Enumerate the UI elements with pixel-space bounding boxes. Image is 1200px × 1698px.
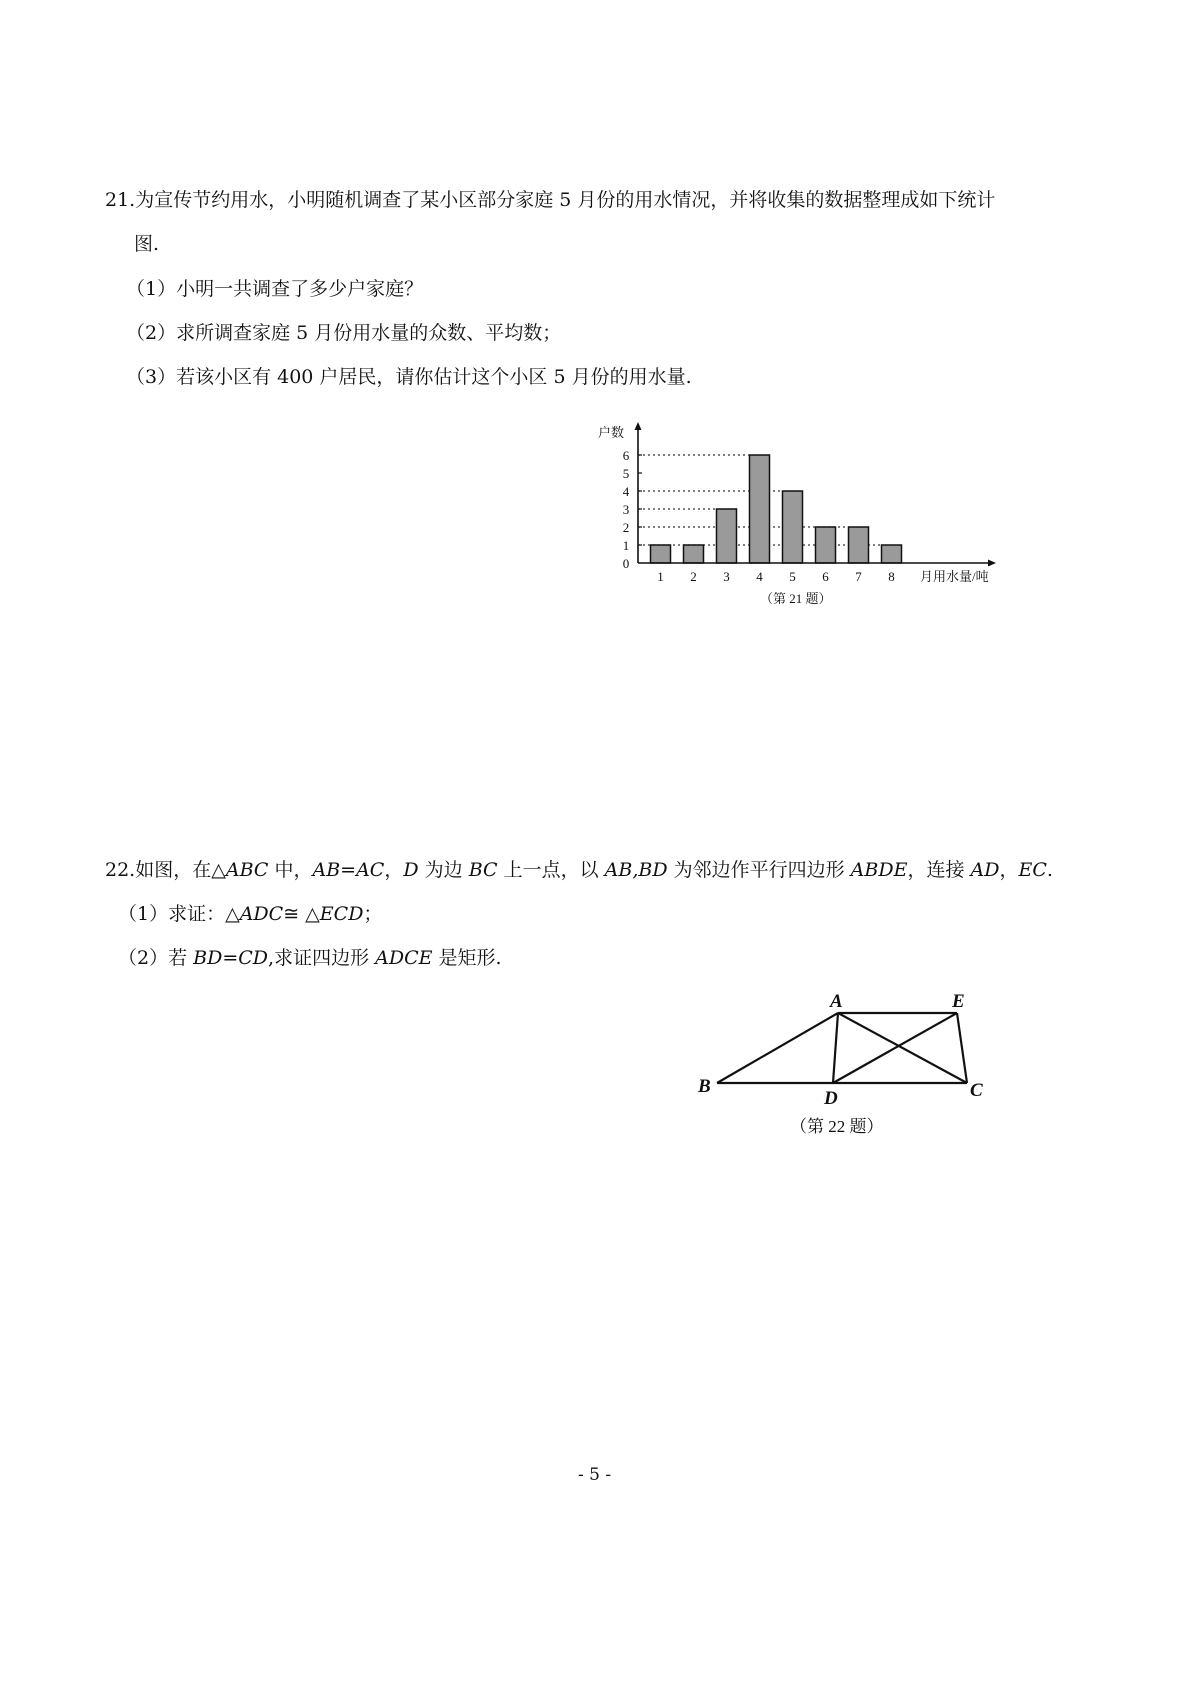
q21-bar-chart [590,418,1010,618]
q22-stem-part: AB,BD [604,859,668,881]
q22-part2-text: BD=CD [193,947,269,969]
q22-stem-part: 为邻边作平行四边形 [667,859,851,881]
q22-part1-text: ； [363,903,383,925]
chart-caption: （第 21 题） [760,591,832,606]
q21-stem-line1: 21.为宣传节约用水，小明随机调查了某小区部分家庭 5 月份的用水情况，并将收集的数据整理成如下统计 [105,189,996,211]
y-tick-label: 4 [622,484,630,499]
point-label-B: B [698,1076,711,1097]
bar-8 [882,545,902,563]
q22-part1-text: ECD [319,903,364,925]
segment-AD [833,1013,838,1083]
q22-stem-part: BC [468,859,498,881]
x-tick-label: 8 [888,569,895,584]
q22-stem-part: ABDE [850,859,908,881]
q22-stem-part: 中， [268,859,313,881]
bar-2 [684,545,704,563]
q22-part2 [118,945,502,971]
x-tick-label: 1 [657,569,664,584]
x-tick-label: 4 [756,569,763,584]
y-tick-label: 5 [622,466,630,481]
q22-stem-part: D [403,859,419,881]
q21-part1: （1）小明一共调查了多少户家庭？ [126,278,424,300]
q22-part2-text: （2）若 [118,947,194,969]
segment-DE [833,1013,957,1083]
bar-1 [651,545,671,563]
q21-stem-line2: 图. [134,233,160,255]
q21-part3: （3）若该小区有 400 户居民，请你估计这个小区 5 月份的用水量. [126,366,692,388]
q22-stem-part: ， [384,859,404,881]
x-tick-label: 3 [723,569,730,584]
q22-stem-part: 22.如图，在△ [105,859,226,881]
y-tick-label: 0 [622,556,630,571]
x-tick-label: 5 [789,569,796,584]
q22-part1-text: （1）求证：△ [118,903,240,925]
q22-stem-part: 为边 [418,859,469,881]
bar-6 [816,527,836,563]
x-tick-label: 2 [690,569,697,584]
page-number: - 5 - [578,1465,612,1485]
bar-5 [783,491,803,563]
q22-stem-part: ABC [225,859,269,881]
y-tick-label: 6 [622,448,630,463]
q22-stem-part: ， [999,859,1019,881]
q22-part2-text: 是矩形. [432,947,502,969]
y-tick-label: 1 [622,538,630,553]
q22-part1-text: ≅ △ [283,903,320,925]
q22-part2-text: ADCE [375,947,433,969]
x-tick-label: 6 [822,569,829,584]
y-tick-label: 2 [622,520,630,535]
y-tick-label: 3 [622,502,630,517]
q21-part2: （2）求所调查家庭 5 月份用水量的众数、平均数； [126,322,562,344]
q22-geometry-figure [690,985,1010,1145]
q22-stem-part: . [1046,859,1053,881]
bar-4 [750,455,770,563]
segment-EC [957,1013,967,1083]
q22-stem-part: AD [970,859,1000,881]
q22-stem-part: 上一点，以 [497,859,605,881]
x-axis-label: 月用水量/吨 [920,569,989,584]
q22-figure-caption: （第 22 题） [790,1117,884,1136]
bar-7 [849,527,869,563]
segment-AC [838,1013,967,1083]
y-axis-arrow [635,422,642,430]
q22-stem-part: ，连接 [907,859,971,881]
q22-stem-part: EC [1018,859,1047,881]
point-label-D: D [824,1088,838,1109]
x-tick-label: 7 [855,569,862,584]
q22-part1 [118,901,382,927]
point-label-E: E [952,991,965,1012]
x-axis-arrow [988,560,996,567]
q22-part2-text: ,求证四边形 [268,947,376,969]
point-label-C: C [970,1080,983,1101]
q22-part1-text: ADC [239,903,284,925]
point-label-A: A [830,991,843,1012]
segment-AB [717,1013,838,1083]
y-axis-label: 户数 [598,425,625,440]
q22-stem [105,857,1053,883]
q22-stem-part: AB=AC [312,859,385,881]
bar-3 [717,509,737,563]
